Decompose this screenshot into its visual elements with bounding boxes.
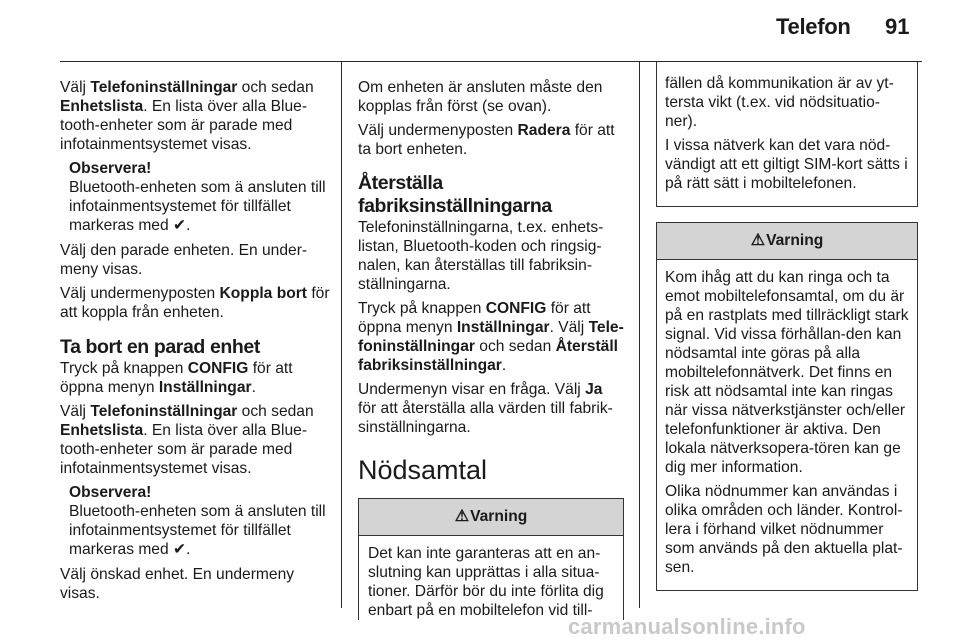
paragraph: Telefoninställningarna, t.ex. enhets-listan, Bluetooth-koden och ringsig-nalen, kan återställas till fabriksin-ställningarna. (358, 219, 604, 293)
paragraph: Välj undermenyposten Radera för att ta bort enheten. (358, 122, 615, 158)
warning-text: fällen då kommunikation är av yt-tersta vikt (t.ex. vid nödsituatio-ner). (665, 75, 894, 130)
warning-text: Olika nödnummer kan användas i olika områden och länder. Kontrol-lera i förhand vilket nödnummer som används på den aktuella plat-sen. (665, 483, 903, 576)
chapter-heading: Nödsamtal (358, 455, 488, 485)
warning-header: ⚠Varning (359, 499, 623, 536)
paragraph: Välj undermenyposten Koppla bort för att koppla från enheten. (60, 285, 330, 321)
note-box (69, 159, 332, 235)
column-divider-1 (341, 62, 342, 608)
note-title: Observera! (69, 160, 152, 177)
column-3 (656, 62, 918, 591)
watermark: carmanualsonline.info (568, 614, 806, 639)
paragraph: Välj Telefoninställningar och sedan Enhetslista. En lista över alla Blue-tooth-enheter som är parade med infotainmentsystemet visas. (60, 403, 314, 477)
checkmark-icon: ✔ (173, 217, 187, 234)
paragraph: Välj Telefoninställningar och sedan Enhetslista. En lista över alla Blue-tooth-enheter som är parade med infotainmentsystemet visas. (60, 79, 314, 153)
warning-triangle-icon: ⚠ (454, 508, 470, 525)
section-heading: Återställa fabriksinställningarna (358, 172, 552, 217)
note-title: Observera! (69, 484, 152, 501)
page-number: 91 (885, 14, 910, 39)
checkmark-icon: ✔ (173, 541, 187, 558)
warning-text: I vissa nätverk kan det vara nöd-vändigt att ett giltigt SIM-kort sätts i på rätt sätt i mobiltelefonen. (665, 137, 908, 192)
paragraph: Välj den parade enheten. En under-meny visas. (60, 242, 308, 278)
warning-body (359, 536, 623, 620)
warning-continuation (656, 62, 918, 207)
column-divider-2 (639, 62, 640, 608)
note-text: Bluetooth-enheten som ä ansluten till infotainmentsystemet för tillfället markeras med ✔. (69, 179, 326, 234)
paragraph: Tryck på knappen CONFIG för att öppna menyn Inställningar. Välj Tele-foninställningar och sedan Återställ fabriksinställningar. (358, 300, 624, 374)
warning-box (358, 498, 624, 620)
column-1 (60, 78, 332, 608)
section-heading: Ta bort en parad enhet (60, 336, 260, 358)
paragraph: Välj önskad enhet. En undermeny visas. (60, 566, 295, 602)
page-title: Telefon (776, 14, 851, 39)
warning-header: ⚠Varning (657, 223, 917, 260)
paragraph: Om enheten är ansluten måste den kopplas från först (se ovan). (358, 79, 603, 115)
warning-box (656, 222, 918, 591)
paragraph: Undermenyn visar en fråga. Välj Ja för att återställa alla värden till fabrik-sinställningarna. (358, 381, 613, 436)
warning-text: Kom ihåg att du kan ringa och ta emot mobiltelefonsamtal, om du är på en rastplats med tillräckligt stark signal. Vid vissa förhållan-den kan nödsamtal inte göras på alla mobiltelefonnätverk. Det finns en risk att nödsamtal inte kan ringas när vissa nätverkstjänster och/eller telefonfunktioner är aktiva. Den lokala nätverksopera-tören kan ge dig mer information. (665, 269, 909, 476)
note-box (69, 483, 332, 559)
warning-body (657, 260, 917, 590)
paragraph: Tryck på knappen CONFIG för att öppna menyn Inställningar. (60, 360, 293, 396)
warning-text: Det kan inte garanteras att en an-slutning kan upprättas i alla situa-tioner. Därför bör du inte förlita dig enbart på en mobiltelefon vid till- (368, 545, 604, 619)
warning-triangle-icon: ⚠ (750, 232, 766, 249)
column-2 (358, 78, 624, 625)
note-text: Bluetooth-enheten som ä ansluten till infotainmentsystemet för tillfället markeras med ✔. (69, 503, 326, 558)
